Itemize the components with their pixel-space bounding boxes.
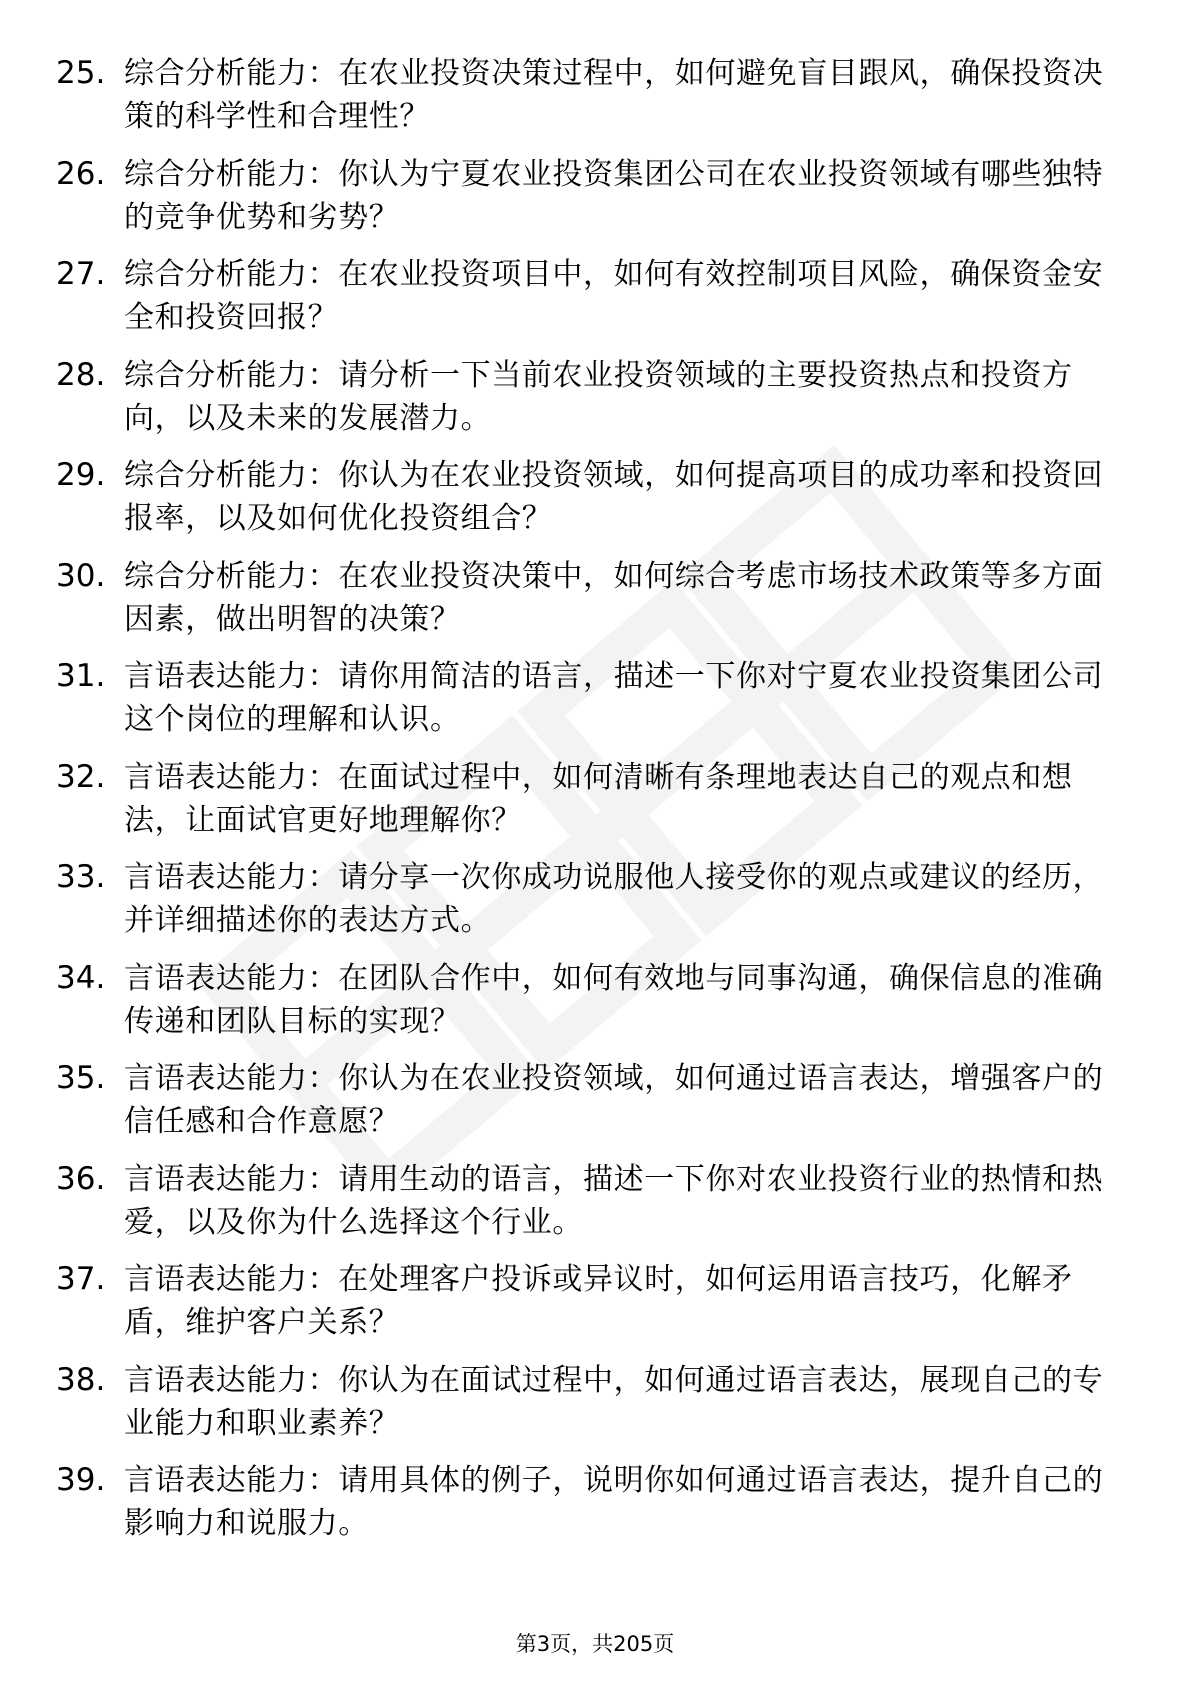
question-text: 言语表达能力：请用具体的例子，说明你如何通过语言表达，提升自己的影响力和说服力。 xyxy=(124,1463,1104,1541)
page-indicator: 第3页，共205页 xyxy=(515,1632,675,1656)
question-item xyxy=(0,1459,1190,1560)
question-text: 言语表达能力：在面试过程中，如何清晰有条理地表达自己的观点和想法，让面试官更好地理解你？ xyxy=(124,759,1073,838)
question-text: 综合分析能力：在农业投资决策过程中，如何避免盲目跟风，确保投资决策的科学性和合理性？ xyxy=(124,56,1104,134)
question-text: 言语表达能力：你认为在农业投资领域，如何通过语言表达，增强客户的信任感和合作意愿？ xyxy=(124,1061,1104,1139)
question-text: 言语表达能力：在处理客户投诉或异议时，如何运用语言技巧，化解矛盾，维护客户关系？ xyxy=(124,1262,1073,1340)
question-item xyxy=(0,253,1190,354)
question-text: 言语表达能力：请用生动的语言，描述一下你对农业投资行业的热情和热爱，以及你为什么选择这个行业。 xyxy=(124,1161,1104,1240)
question-number: 31. xyxy=(56,658,106,694)
question-number: 34. xyxy=(56,959,106,996)
question-text: 综合分析能力：你认为宁夏农业投资集团公司在农业投资领域有哪些独特的竞争优势和劣势？ xyxy=(124,156,1104,235)
question-number: 28. xyxy=(56,356,106,393)
question-number: 27. xyxy=(56,256,106,292)
question-item xyxy=(0,957,1190,1058)
question-item xyxy=(0,856,1190,957)
question-number: 29. xyxy=(56,457,106,493)
question-number: 39. xyxy=(56,1462,106,1498)
question-text: 综合分析能力：在农业投资项目中，如何有效控制项目风险，确保资金安全和投资回报？ xyxy=(124,257,1104,335)
question-text: 综合分析能力：你认为在农业投资领域，如何提高项目的成功率和投资回报率，以及如何优化投资组合？ xyxy=(124,458,1104,536)
question-item xyxy=(0,555,1190,656)
question-text: 言语表达能力：请你用简洁的语言，描述一下你对宁夏农业投资集团公司这个岗位的理解和认识。 xyxy=(124,659,1104,737)
question-number: 25. xyxy=(56,55,106,91)
question-text: 综合分析能力：在农业投资决策中，如何综合考虑市场技术政策等多方面因素，做出明智的决策？ xyxy=(124,558,1104,637)
page-footer xyxy=(0,1629,1190,1659)
question-list xyxy=(0,52,1190,1560)
question-item xyxy=(0,354,1190,455)
question-item xyxy=(0,52,1190,153)
question-text: 言语表达能力：你认为在面试过程中，如何通过语言表达，展现自己的专业能力和职业素养？ xyxy=(124,1362,1104,1441)
question-item xyxy=(0,756,1190,857)
question-number: 36. xyxy=(56,1160,106,1197)
question-item xyxy=(0,655,1190,756)
question-number: 26. xyxy=(56,155,106,192)
question-text: 言语表达能力：请分享一次你成功说服他人接受你的观点或建议的经历，并详细描述你的表达方式。 xyxy=(124,860,1104,938)
question-number: 37. xyxy=(56,1261,106,1297)
question-number: 30. xyxy=(56,557,106,594)
question-number: 33. xyxy=(56,859,106,895)
question-item xyxy=(0,1057,1190,1158)
question-number: 35. xyxy=(56,1060,106,1096)
question-text: 言语表达能力：在团队合作中，如何有效地与同事沟通，确保信息的准确传递和团队目标的实现？ xyxy=(124,960,1104,1039)
question-item xyxy=(0,1158,1190,1259)
question-number: 32. xyxy=(56,758,106,795)
question-text: 综合分析能力：请分析一下当前农业投资领域的主要投资热点和投资方向，以及未来的发展潜力。 xyxy=(124,357,1073,436)
question-item xyxy=(0,1258,1190,1359)
question-number: 38. xyxy=(56,1361,106,1398)
question-item xyxy=(0,1359,1190,1460)
question-item xyxy=(0,153,1190,254)
question-item xyxy=(0,454,1190,555)
